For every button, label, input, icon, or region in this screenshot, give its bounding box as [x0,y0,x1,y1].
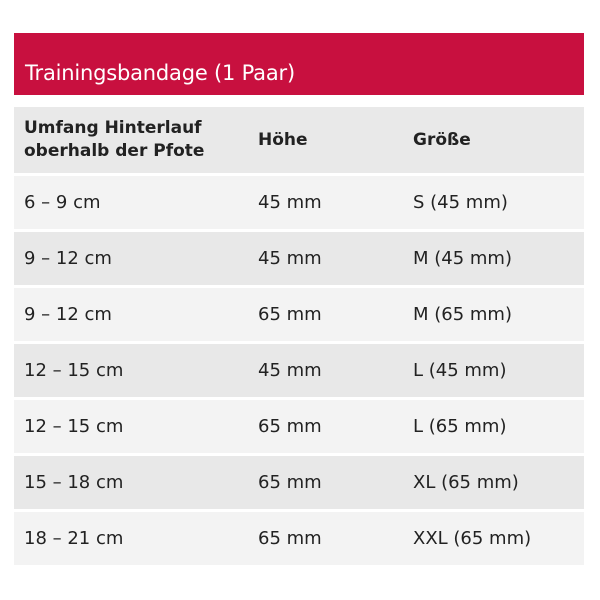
cell-height: 45 mm [258,360,322,381]
cell-circumference: 12 – 15 cm [24,416,124,437]
cell-circumference: 9 – 12 cm [24,304,112,325]
cell-size: M (45 mm) [413,248,512,269]
cell-size: L (65 mm) [413,416,507,437]
table-row [14,512,584,565]
cell-size: M (65 mm) [413,304,512,325]
cell-size: XL (65 mm) [413,472,519,493]
cell-size: S (45 mm) [413,192,508,213]
size-table [14,107,584,568]
header-size: Größe [413,130,471,150]
cell-height: 65 mm [258,304,322,325]
table-row [14,232,584,285]
cell-height: 45 mm [258,192,322,213]
cell-size: XXL (65 mm) [413,528,532,549]
cell-size: L (45 mm) [413,360,507,381]
table-row [14,176,584,229]
cell-height: 65 mm [258,472,322,493]
header-circumference [14,117,258,163]
header-height: Höhe [258,130,308,150]
table-row [14,344,584,397]
table-row [14,400,584,453]
cell-circumference: 6 – 9 cm [24,192,101,213]
cell-height: 65 mm [258,416,322,437]
page-title: Trainingsbandage (1 Paar) [25,61,295,85]
title-bar [14,33,584,95]
cell-height: 45 mm [258,248,322,269]
cell-circumference: 12 – 15 cm [24,360,124,381]
cell-circumference: 18 – 21 cm [24,528,124,549]
table-row [14,288,584,341]
header-circumference-line1: Umfang Hinterlauf [24,118,202,138]
cell-height: 65 mm [258,528,322,549]
table-row [14,456,584,509]
cell-circumference: 9 – 12 cm [24,248,112,269]
table-header-row [14,107,584,173]
cell-circumference: 15 – 18 cm [24,472,124,493]
header-circumference-line2: oberhalb der Pfote [24,141,205,161]
